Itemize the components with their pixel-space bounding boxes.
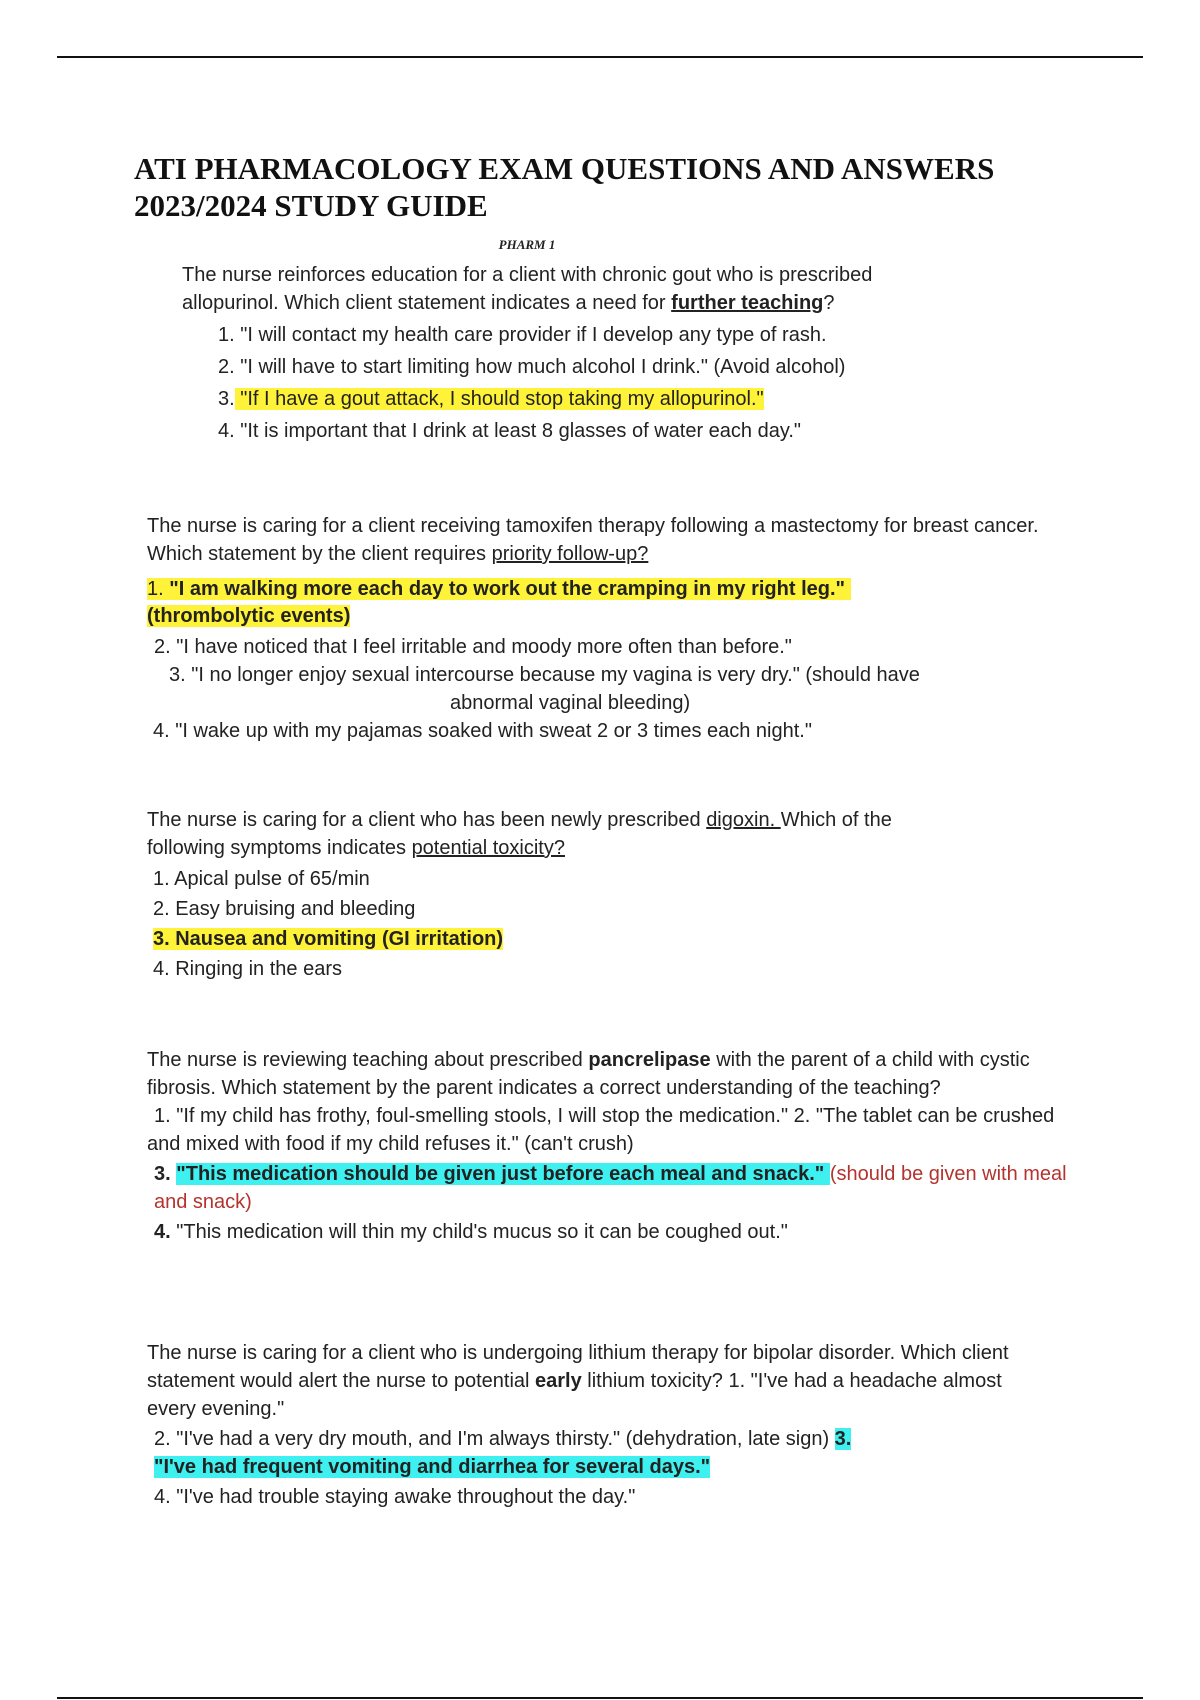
document-subtitle: PHARM 1	[498, 237, 556, 252]
question-5-stem	[147, 1339, 1047, 1423]
answer-highlight: 3. Nausea and vomiting (GI irritation)	[153, 928, 504, 950]
stem-text-2: lithium toxicity? 1. "I've had a headache almost every evening."	[147, 1370, 1002, 1420]
stem-text: The nurse reinforces education for a client with chronic gout who is prescribed allopurinol. Which client statement indicates a need for	[182, 264, 873, 314]
option-2: 2. Easy bruising and bleeding	[153, 898, 416, 920]
option-number: 1.	[147, 578, 170, 600]
stem-emphasis-2: potential toxicity?	[411, 837, 565, 859]
stem-emphasis: priority follow-up?	[491, 543, 649, 565]
question-3-stem	[147, 806, 967, 862]
option-3-correct	[218, 383, 962, 415]
stem-text: The nurse is reviewing teaching about prescribed	[147, 1049, 589, 1071]
option-3-correct	[153, 924, 967, 954]
answer-highlight: "This medication should be given just before each meal and snack."	[176, 1163, 830, 1185]
stem-emphasis: digoxin.	[706, 809, 781, 831]
question-5	[147, 1339, 1047, 1511]
document-title: ATI PHARMACOLOGY EXAM QUESTIONS AND ANSWERS 2023/2024 STUDY GUIDE	[134, 151, 995, 223]
option-1-correct	[147, 576, 1067, 630]
option-4: 4. "I wake up with my pajamas soaked with sweat 2 or 3 times each night."	[153, 720, 812, 742]
option-1: 1. "I will contact my health care provider if I develop any type of rash.	[218, 324, 827, 346]
option-4: 4. "I've had trouble staying awake throughout the day."	[154, 1486, 636, 1508]
answer-note: (should be given with meal and snack)	[154, 1163, 1067, 1213]
option-4: 4. "It is important that I drink at least 8 glasses of water each day."	[218, 420, 801, 442]
option-text: "This medication will thin my child's mucus so it can be coughed out."	[176, 1221, 788, 1243]
question-3	[147, 806, 967, 984]
option-3-note: abnormal vaginal bleeding)	[450, 692, 691, 714]
option-3-correct	[147, 1160, 1067, 1216]
stem-emphasis: further teaching	[671, 292, 824, 314]
answer-note: (thrombolytic events)	[147, 605, 351, 627]
question-1	[182, 261, 962, 447]
option-3-number: 3.	[834, 1428, 852, 1450]
option-4: 4. Ringing in the ears	[153, 958, 343, 980]
question-4	[147, 1046, 1067, 1246]
answer-highlight: "I've had frequent vomiting and diarrhea for several days."	[154, 1456, 711, 1478]
option-number: 4.	[154, 1221, 177, 1243]
question-1-stem	[182, 261, 962, 317]
bottom-rule	[57, 1697, 1143, 1699]
stem-emphasis: early	[535, 1370, 582, 1392]
stem-text: The nurse is caring for a client receiving tamoxifen therapy following a mastectomy for breast cancer. Which statement by the client requires	[147, 515, 1039, 565]
option-2-text: 2. "I've had a very dry mouth, and I'm always thirsty." (dehydration, late sign)	[154, 1428, 835, 1450]
option-2: 2. "I have noticed that I feel irritable and moody more often than before."	[154, 636, 792, 658]
option-2-3	[147, 1425, 1047, 1481]
question-2-stem	[147, 512, 1067, 568]
stem-text: The nurse is caring for a client who is undergoing lithium therapy for bipolar disorder. Which client statement would alert the nurse to potential	[147, 1342, 1009, 1392]
option-4	[147, 1218, 1067, 1246]
top-rule	[57, 56, 1143, 58]
stem-drug-name: pancrelipase	[588, 1049, 711, 1071]
stem-text-2: Which of the following symptoms indicates	[147, 809, 892, 859]
option-3: 3. "I no longer enjoy sexual intercourse because my vagina is very dry." (should have	[169, 664, 920, 686]
answer-highlight: "I am walking more each day to work out the cramping in my right leg."	[169, 578, 846, 600]
option-1-2: 1. "If my child has frothy, foul-smelling stools, I will stop the medication." 2. "The tablet can be crushed and mixed with food if my child refuses it." (can't crush)	[147, 1105, 1055, 1155]
stem-end: ?	[823, 292, 835, 314]
answer-highlight: "If I have a gout attack, I should stop taking my allopurinol."	[234, 388, 764, 410]
option-2: 2. "I will have to start limiting how much alcohol I drink." (Avoid alcohol)	[218, 356, 846, 378]
option-1: 1. Apical pulse of 65/min	[153, 868, 370, 890]
option-number: 3.	[218, 388, 235, 410]
question-4-stem	[147, 1046, 1067, 1102]
stem-text-2: with the parent of a child with cystic fibrosis. Which statement by the parent indicates a correct understanding of the teaching?	[147, 1049, 1030, 1099]
option-number: 3.	[154, 1163, 177, 1185]
stem-text: The nurse is caring for a client who has been newly prescribed	[147, 809, 707, 831]
highlight-gap	[845, 578, 851, 600]
question-2	[147, 512, 1067, 745]
